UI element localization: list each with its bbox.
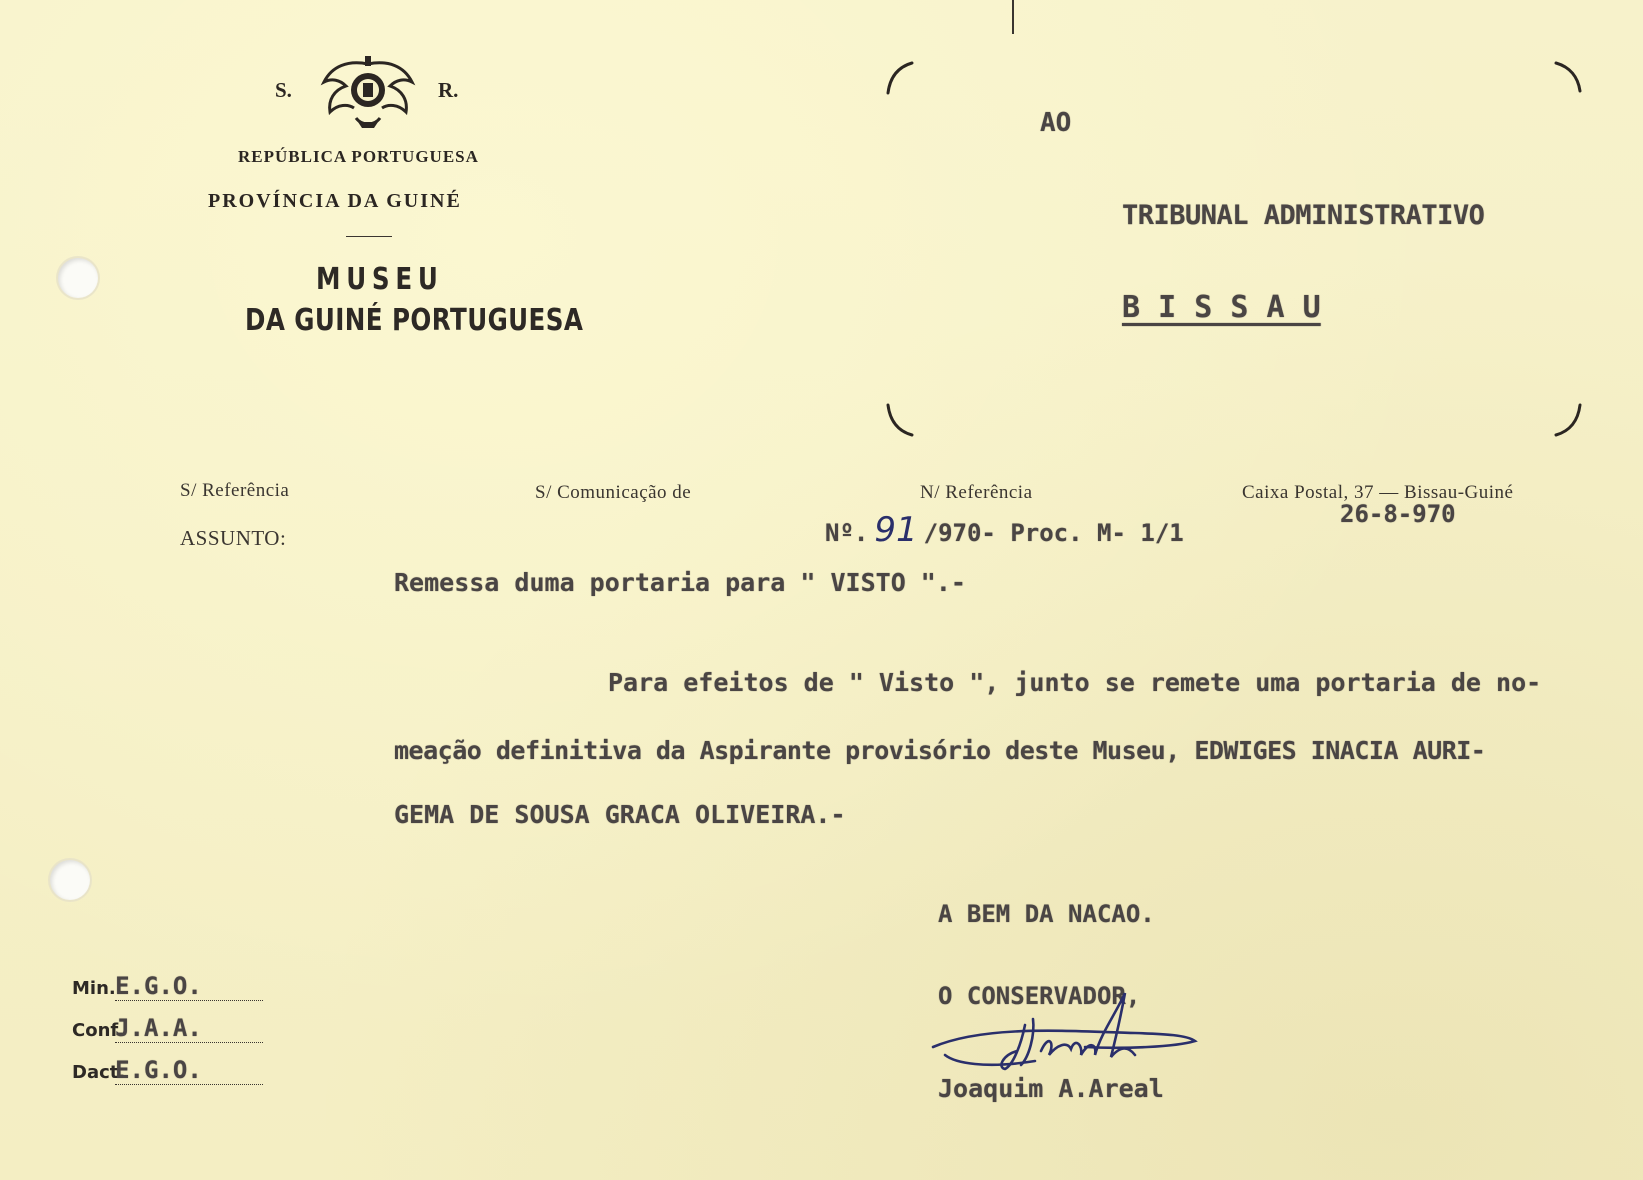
body-line-3: GEMA DE SOUSA GRACA OLIVEIRA.- xyxy=(394,800,846,829)
letterhead-republic: REPÚBLICA PORTUGUESA xyxy=(238,147,479,166)
reference-number-prefix: Nº. xyxy=(825,519,869,547)
closing-role: O CONSERVADOR, xyxy=(938,982,1141,1010)
address-recipient: TRIBUNAL ADMINISTRATIVO xyxy=(1122,200,1485,231)
closing-salutation: A BEM DA NACAO. xyxy=(938,900,1155,928)
address-city: B I S S A U xyxy=(1122,290,1321,325)
reference-number-handwritten: 91 xyxy=(874,510,918,550)
label-s-referencia: S/ Referência xyxy=(180,480,290,501)
initials-min-value: E.G.O. xyxy=(115,972,263,1001)
letterhead-s: S. xyxy=(275,78,292,102)
label-s-comunicacao: S/ Comunicação de xyxy=(535,482,692,503)
address-window-frame xyxy=(880,55,1600,445)
initials-block xyxy=(72,972,272,1098)
body-line-2: meação definitiva da Aspirante provisório deste Museu, EDWIGES INACIA AURI- xyxy=(394,736,1486,765)
signatory-name: Joaquim A.Areal xyxy=(938,1074,1164,1103)
initials-min-row xyxy=(72,972,272,1014)
body-line-1: Para efeitos de " Visto ", junto se remete uma portaria de no- xyxy=(608,668,1542,697)
initials-conf-row xyxy=(72,1014,272,1056)
initials-conf-value: J.A.A. xyxy=(115,1014,263,1043)
museum-name-line1: MUSEU xyxy=(316,262,444,297)
signature xyxy=(925,985,1205,1085)
reference-number-suffix: /970- Proc. M- 1/1 xyxy=(923,519,1184,547)
label-n-referencia: N/ Referência xyxy=(920,482,1033,503)
letterhead-province: PROVÍNCIA DA GUINÉ xyxy=(208,190,462,212)
coat-of-arms-icon xyxy=(318,52,418,130)
label-assunto: ASSUNTO: xyxy=(180,526,287,550)
label-caixa-postal: Caixa Postal, 37 — Bissau-Guiné xyxy=(1242,482,1514,503)
address-to: AO xyxy=(1040,108,1072,138)
initials-dact-row xyxy=(72,1056,272,1098)
letter-date: 26-8-970 xyxy=(1340,500,1456,528)
museum-name-line2: DA GUINÉ PORTUGUESA xyxy=(245,303,584,338)
initials-dact-value: E.G.O. xyxy=(115,1056,263,1085)
fold-mark xyxy=(1012,0,1014,34)
subject-line: Remessa duma portaria para " VISTO ".- xyxy=(394,568,966,597)
punch-hole-top xyxy=(58,258,98,298)
initials-min-label: Min. xyxy=(72,978,116,999)
initials-conf-label: Conf. xyxy=(72,1020,125,1041)
letterhead-r: R. xyxy=(438,78,459,102)
initials-dact-label: Dact. xyxy=(72,1062,126,1083)
punch-hole-bottom xyxy=(50,860,90,900)
reference-number xyxy=(825,510,1184,550)
letterhead-divider xyxy=(346,236,392,237)
